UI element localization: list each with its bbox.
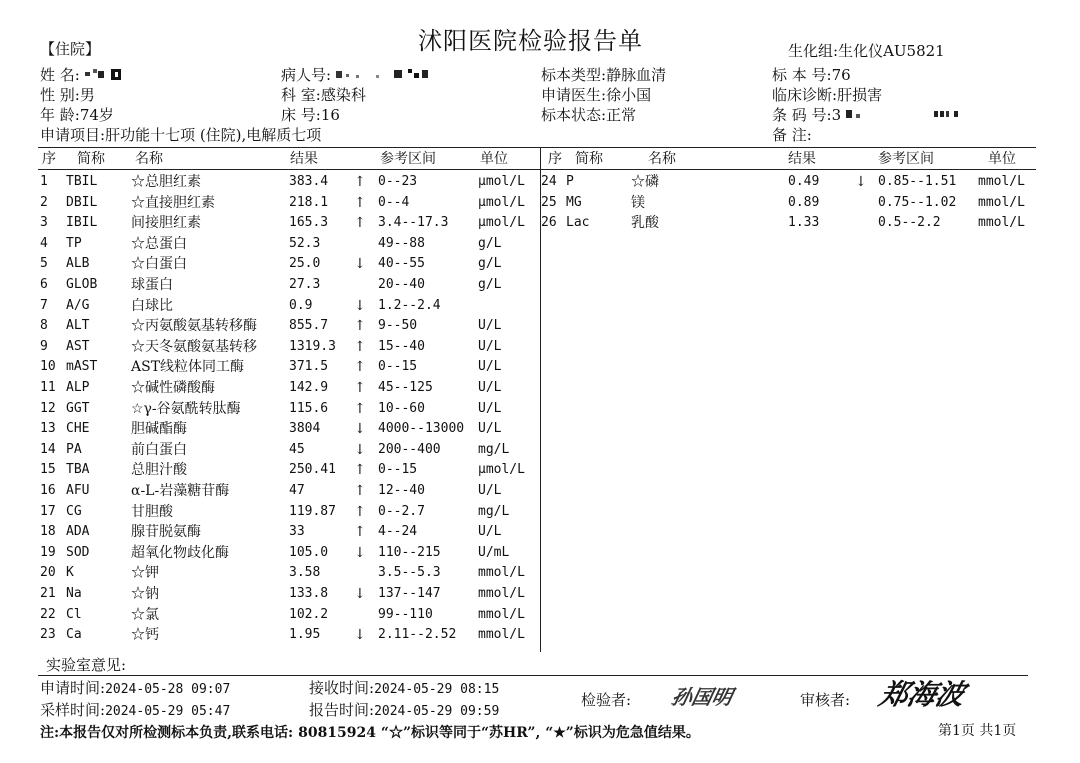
cell-range: 2.11--2.52 bbox=[378, 627, 457, 643]
cell-abbr: A/G bbox=[66, 297, 90, 313]
remark-label: 备 注: bbox=[772, 126, 812, 144]
cell-result: 33 bbox=[289, 524, 305, 540]
cell-result: 1.95 bbox=[289, 627, 321, 643]
cell-abbr: AFU bbox=[66, 483, 90, 498]
cell-range: 20--40 bbox=[378, 277, 425, 292]
cell-unit: mmol/L bbox=[478, 586, 525, 601]
diagnosis-value: 肝损害 bbox=[837, 86, 883, 104]
cell-abbr: mAST bbox=[66, 359, 98, 375]
cell-seq: 20 bbox=[40, 565, 56, 581]
cell-unit: U/L bbox=[478, 400, 502, 416]
cell-flag: ↓ bbox=[354, 441, 366, 458]
cell-seq: 21 bbox=[40, 586, 56, 601]
cell-abbr: GGT bbox=[66, 400, 90, 416]
cell-abbr: CG bbox=[66, 503, 82, 519]
cell-result: 52.3 bbox=[289, 235, 321, 251]
cell-flag: ↓ bbox=[354, 627, 366, 644]
receive-time-value: 2024-05-29 08:15 bbox=[374, 682, 500, 697]
left-col-name: 名称 bbox=[135, 151, 163, 167]
table-row bbox=[0, 419, 1040, 439]
redacted-patient-no-mark bbox=[336, 67, 432, 85]
cell-range: 0--15 bbox=[378, 462, 418, 478]
cell-unit: μmol/L bbox=[478, 462, 525, 478]
cell-result: 3.58 bbox=[289, 565, 321, 581]
patient-sex-value: 男 bbox=[79, 86, 95, 104]
cell-unit: U/L bbox=[478, 380, 502, 395]
patient-sex-label: 性 别: bbox=[40, 86, 80, 104]
cell-unit: μmol/L bbox=[478, 194, 525, 210]
cell-abbr: DBIL bbox=[66, 194, 98, 210]
right-table-header bbox=[0, 149, 1040, 169]
cell-abbr: ALP bbox=[66, 380, 90, 395]
cell-flag: ↓ bbox=[354, 544, 366, 561]
cell-abbr: TBIL bbox=[66, 174, 98, 189]
right-col-abbr: 简称 bbox=[575, 151, 603, 167]
cell-flag: ↑ bbox=[354, 318, 366, 335]
cell-flag: ↑ bbox=[354, 462, 366, 479]
sample-status-label: 标本状态: bbox=[541, 106, 607, 124]
cell-abbr: ADA bbox=[66, 524, 90, 540]
report-time-label: 报告时间: bbox=[309, 701, 375, 719]
collect-time-value: 2024-05-29 05:47 bbox=[105, 704, 231, 719]
cell-seq: 23 bbox=[40, 627, 56, 643]
cell-result: 383.4 bbox=[289, 174, 329, 189]
cell-range: 1.2--2.4 bbox=[378, 297, 441, 313]
collect-time-label: 采样时间: bbox=[40, 701, 106, 719]
cell-name: 腺苷脱氨酶 bbox=[131, 524, 201, 541]
cell-result: 119.87 bbox=[289, 503, 336, 519]
cell-seq: 5 bbox=[40, 256, 48, 272]
cell-unit: mmol/L bbox=[478, 565, 525, 581]
cell-name: ☆钙 bbox=[131, 627, 159, 644]
cell-range: 0--4 bbox=[378, 194, 410, 210]
cell-flag: ↓ bbox=[354, 256, 366, 273]
table-row bbox=[0, 625, 1040, 645]
cell-range: 4--24 bbox=[378, 524, 418, 540]
table-row bbox=[0, 337, 1040, 357]
table-row bbox=[0, 460, 1040, 480]
cell-range: 45--125 bbox=[378, 380, 433, 395]
table-row bbox=[0, 584, 1040, 604]
sample-no-value: 76 bbox=[831, 66, 851, 84]
cell-range: 0.75--1.02 bbox=[878, 194, 957, 210]
cell-range: 4000--13000 bbox=[378, 421, 465, 437]
cell-seq: 24 bbox=[541, 174, 557, 189]
right-col-name: 名称 bbox=[648, 151, 676, 167]
left-col-unit: 单位 bbox=[480, 151, 508, 167]
cell-name: 前白蛋白 bbox=[131, 441, 187, 458]
reviewer-signature: 郑海波 bbox=[876, 678, 969, 711]
report-title: 沭阳医院检验报告单 bbox=[418, 27, 643, 55]
request-items-field bbox=[40, 126, 321, 144]
cell-range: 10--60 bbox=[378, 400, 425, 416]
table-row bbox=[0, 605, 1040, 625]
sample-no-label: 标 本 号: bbox=[772, 66, 832, 84]
cell-seq: 26 bbox=[541, 215, 557, 231]
patient-no-label: 病人号: bbox=[281, 66, 332, 84]
table-row bbox=[0, 399, 1040, 419]
cell-unit: U/L bbox=[478, 338, 502, 354]
cell-range: 40--55 bbox=[378, 256, 425, 272]
cell-result: 133.8 bbox=[289, 586, 329, 601]
sample-type-label: 标本类型: bbox=[541, 66, 607, 84]
cell-name: ☆钠 bbox=[131, 586, 159, 602]
dept-field bbox=[281, 86, 366, 104]
diagnosis-label: 临床诊断: bbox=[772, 86, 838, 104]
cell-unit: U/L bbox=[478, 483, 502, 498]
table-row bbox=[0, 172, 1040, 192]
reviewer-label: 审核者: bbox=[800, 691, 851, 709]
receive-time-label: 接收时间: bbox=[309, 679, 375, 697]
table-row bbox=[0, 522, 1040, 542]
inpatient-tag: 【住院】 bbox=[40, 40, 101, 58]
cell-name: ☆总蛋白 bbox=[131, 235, 187, 252]
cell-abbr: Ca bbox=[66, 627, 82, 643]
cell-unit: μmol/L bbox=[478, 174, 525, 189]
sample-type-value: 静脉血清 bbox=[606, 66, 667, 84]
cell-flag: ↑ bbox=[354, 380, 366, 396]
cell-range: 3.4--17.3 bbox=[378, 215, 449, 231]
cell-result: 102.2 bbox=[289, 606, 329, 622]
cell-unit: U/L bbox=[478, 359, 502, 375]
cell-name: 超氧化物歧化酶 bbox=[131, 544, 229, 561]
bed-value: 16 bbox=[320, 106, 340, 124]
cell-name: 甘胆酸 bbox=[131, 503, 173, 520]
cell-range: 0--2.7 bbox=[378, 503, 425, 519]
cell-range: 9--50 bbox=[378, 318, 418, 334]
cell-unit: mg/L bbox=[478, 441, 510, 457]
cell-seq: 2 bbox=[40, 194, 48, 210]
cell-result: 165.3 bbox=[289, 215, 329, 231]
lab-group-value: 生化仪AU5821 bbox=[838, 42, 945, 60]
cell-unit: U/L bbox=[478, 421, 502, 437]
cell-unit: mg/L bbox=[478, 503, 510, 519]
table-row bbox=[0, 193, 1040, 213]
cell-range: 49--88 bbox=[378, 235, 425, 251]
redacted-barcode-mark bbox=[846, 107, 966, 125]
cell-abbr: TP bbox=[66, 235, 82, 251]
cell-abbr: IBIL bbox=[66, 215, 98, 231]
cell-seq: 6 bbox=[40, 277, 48, 292]
table-top-rule bbox=[38, 147, 1036, 148]
cell-result: 371.5 bbox=[289, 359, 329, 375]
cell-seq: 14 bbox=[40, 441, 56, 457]
report-note: 注:本报告仅对所检测标本负责,联系电话: 80815924 “☆”标识等同于“苏HR”, “★”标识为危急值结果。 bbox=[40, 725, 700, 741]
doctor-value: 徐小国 bbox=[606, 86, 652, 104]
cell-unit: mmol/L bbox=[478, 627, 525, 643]
cell-result: 218.1 bbox=[289, 194, 329, 210]
cell-result: 250.41 bbox=[289, 462, 336, 478]
cell-unit: mmol/L bbox=[478, 606, 525, 622]
cell-unit: g/L bbox=[478, 277, 502, 292]
cell-seq: 7 bbox=[40, 297, 48, 313]
cell-abbr: P bbox=[566, 174, 574, 189]
cell-flag: ↑ bbox=[354, 338, 366, 355]
cell-seq: 10 bbox=[40, 359, 56, 375]
cell-name: ☆白蛋白 bbox=[131, 256, 187, 273]
left-col-result: 结果 bbox=[290, 151, 318, 167]
cell-flag: ↓ bbox=[354, 421, 366, 438]
table-row bbox=[0, 563, 1040, 583]
table-row bbox=[0, 543, 1040, 563]
cell-abbr: Lac bbox=[566, 215, 590, 231]
request-items-label: 申请项目: bbox=[40, 126, 106, 144]
cell-result: 0.9 bbox=[289, 297, 313, 313]
right-col-seq: 序 bbox=[548, 151, 562, 167]
cell-result: 0.49 bbox=[788, 174, 820, 189]
footer-top-rule bbox=[38, 675, 1028, 676]
cell-seq: 4 bbox=[40, 235, 48, 251]
cell-name: ☆丙氨酸氨基转移酶 bbox=[131, 318, 257, 335]
barcode-label: 条 码 号: bbox=[772, 106, 832, 124]
cell-flag: ↑ bbox=[354, 194, 366, 211]
cell-abbr: MG bbox=[566, 194, 582, 210]
request-items-value: 肝功能十七项 (住院),电解质七项 bbox=[105, 126, 322, 144]
cell-unit: g/L bbox=[478, 235, 502, 251]
cell-abbr: Na bbox=[66, 586, 82, 601]
table-row bbox=[0, 502, 1040, 522]
patient-sex-field bbox=[40, 86, 95, 104]
right-col-unit: 单位 bbox=[988, 151, 1016, 167]
table-row bbox=[0, 234, 1040, 254]
cell-flag: ↑ bbox=[354, 503, 366, 520]
cell-range: 110--215 bbox=[378, 544, 441, 560]
cell-seq: 25 bbox=[541, 194, 557, 210]
cell-unit: mmol/L bbox=[978, 174, 1025, 189]
table-header-rule bbox=[38, 169, 1036, 170]
cell-name: ☆钾 bbox=[131, 565, 159, 582]
cell-unit: mmol/L bbox=[978, 194, 1025, 210]
cell-flag: ↑ bbox=[354, 483, 366, 499]
cell-abbr: CHE bbox=[66, 421, 90, 437]
inspector-signature: 孙国明 bbox=[669, 685, 735, 709]
barcode-field bbox=[772, 106, 966, 125]
cell-seq: 17 bbox=[40, 503, 56, 519]
dept-label: 科 室: bbox=[281, 86, 321, 104]
cell-unit: mmol/L bbox=[978, 215, 1025, 231]
cell-result: 105.0 bbox=[289, 544, 329, 560]
lab-group bbox=[788, 42, 945, 60]
cell-abbr: SOD bbox=[66, 544, 90, 560]
patient-age-field bbox=[40, 106, 114, 124]
cell-name: 乳酸 bbox=[631, 215, 659, 232]
bed-field bbox=[281, 106, 340, 124]
table-row bbox=[0, 213, 1040, 233]
table-row bbox=[0, 296, 1040, 316]
cell-seq: 3 bbox=[40, 215, 48, 231]
page-indicator: 第1页 共1页 bbox=[938, 723, 1017, 739]
cell-result: 1.33 bbox=[788, 215, 820, 231]
cell-name: ☆碱性磷酸酶 bbox=[131, 380, 215, 396]
report-time-field bbox=[309, 701, 499, 721]
cell-range: 0--15 bbox=[378, 359, 418, 375]
table-row bbox=[0, 440, 1040, 460]
sample-no-field bbox=[772, 66, 851, 84]
table-row bbox=[0, 275, 1040, 295]
cell-seq: 11 bbox=[40, 380, 56, 395]
cell-flag: ↑ bbox=[354, 174, 366, 190]
cell-unit: μmol/L bbox=[478, 215, 525, 231]
doctor-field bbox=[541, 86, 651, 104]
cell-seq: 15 bbox=[40, 462, 56, 478]
cell-seq: 16 bbox=[40, 483, 56, 498]
patient-age-value: 74岁 bbox=[79, 106, 114, 124]
cell-flag: ↓ bbox=[354, 297, 366, 314]
cell-seq: 9 bbox=[40, 338, 48, 354]
cell-flag: ↑ bbox=[354, 359, 366, 376]
cell-flag: ↑ bbox=[354, 524, 366, 541]
cell-seq: 1 bbox=[40, 174, 48, 189]
cell-name: ☆磷 bbox=[631, 174, 659, 190]
barcode-value: 3 bbox=[831, 106, 842, 124]
report-time-value: 2024-05-29 09:59 bbox=[374, 704, 500, 719]
diagnosis-field bbox=[772, 86, 882, 104]
table-row bbox=[0, 254, 1040, 274]
cell-seq: 13 bbox=[40, 421, 56, 437]
cell-abbr: AST bbox=[66, 338, 90, 354]
left-col-abbr: 简称 bbox=[77, 151, 105, 167]
table-row bbox=[0, 357, 1040, 377]
sample-status-field bbox=[541, 106, 636, 124]
cell-result: 1319.3 bbox=[289, 338, 336, 354]
cell-result: 3804 bbox=[289, 421, 321, 437]
cell-range: 99--110 bbox=[378, 606, 433, 622]
cell-unit: g/L bbox=[478, 256, 502, 272]
bed-label: 床 号: bbox=[281, 106, 321, 124]
cell-range: 0.85--1.51 bbox=[878, 174, 957, 189]
inspector-label: 检验者: bbox=[581, 691, 632, 709]
cell-result: 45 bbox=[289, 441, 305, 457]
table-row bbox=[0, 481, 1040, 501]
cell-unit: U/L bbox=[478, 524, 502, 540]
cell-abbr: K bbox=[66, 565, 74, 581]
cell-name: 镁 bbox=[631, 194, 645, 211]
cell-flag: ↓ bbox=[354, 586, 366, 602]
cell-name: ☆总胆红素 bbox=[131, 174, 201, 190]
cell-range: 200--400 bbox=[378, 441, 441, 457]
cell-abbr: ALB bbox=[66, 256, 90, 272]
cell-seq: 18 bbox=[40, 524, 56, 540]
cell-flag: ↑ bbox=[354, 215, 366, 232]
sample-type-field bbox=[541, 66, 666, 84]
cell-name: 总胆汁酸 bbox=[131, 462, 187, 479]
cell-name: ☆直接胆红素 bbox=[131, 194, 215, 211]
right-col-range: 参考区间 bbox=[878, 151, 934, 167]
cell-range: 137--147 bbox=[378, 586, 441, 601]
cell-abbr: Cl bbox=[66, 606, 82, 622]
cell-seq: 22 bbox=[40, 606, 56, 622]
cell-result: 25.0 bbox=[289, 256, 321, 272]
patient-age-label: 年 龄: bbox=[40, 106, 80, 124]
dept-value: 感染科 bbox=[320, 86, 366, 104]
right-col-result: 结果 bbox=[788, 151, 816, 167]
remark-field bbox=[772, 126, 812, 144]
redacted-name-mark bbox=[85, 67, 129, 85]
cell-range: 15--40 bbox=[378, 338, 425, 354]
table-row bbox=[0, 316, 1040, 336]
patient-no-field bbox=[281, 66, 432, 85]
patient-name-label: 姓 名: bbox=[40, 66, 80, 84]
cell-name: α-L-岩藻糖苷酶 bbox=[131, 483, 230, 499]
patient-name-field bbox=[40, 66, 129, 85]
cell-flag: ↑ bbox=[354, 400, 366, 417]
cell-name: 间接胆红素 bbox=[131, 215, 201, 232]
cell-name: ☆氯 bbox=[131, 606, 159, 623]
cell-result: 27.3 bbox=[289, 277, 321, 292]
cell-flag: ↓ bbox=[855, 174, 867, 190]
collect-time-field bbox=[40, 701, 230, 721]
cell-range: 0.5--2.2 bbox=[878, 215, 941, 231]
cell-name: AST线粒体同工酶 bbox=[131, 359, 245, 376]
cell-result: 142.9 bbox=[289, 380, 329, 395]
lab-group-label: 生化组: bbox=[788, 42, 839, 60]
table-row bbox=[0, 378, 1040, 398]
cell-name: 胆碱酯酶 bbox=[131, 421, 187, 438]
request-time-field bbox=[40, 679, 230, 699]
request-time-label: 申请时间: bbox=[40, 679, 106, 697]
cell-unit: U/mL bbox=[478, 544, 510, 560]
lab-opinion-label: 实验室意见: bbox=[46, 656, 127, 674]
cell-name: 球蛋白 bbox=[131, 277, 173, 293]
cell-name: 白球比 bbox=[131, 297, 173, 314]
doctor-label: 申请医生: bbox=[541, 86, 607, 104]
request-time-value: 2024-05-28 09:07 bbox=[105, 682, 231, 697]
cell-abbr: TBA bbox=[66, 462, 90, 478]
cell-result: 47 bbox=[289, 483, 305, 498]
cell-range: 0--23 bbox=[378, 174, 418, 189]
cell-result: 0.89 bbox=[788, 194, 820, 210]
left-col-seq: 序 bbox=[42, 151, 56, 167]
left-col-range: 参考区间 bbox=[380, 151, 436, 167]
cell-range: 3.5--5.3 bbox=[378, 565, 441, 581]
cell-name: ☆γ-谷氨酰转肽酶 bbox=[131, 400, 241, 417]
cell-result: 115.6 bbox=[289, 400, 329, 416]
receive-time-field bbox=[309, 679, 499, 699]
cell-unit: U/L bbox=[478, 318, 502, 334]
cell-seq: 8 bbox=[40, 318, 48, 334]
cell-abbr: GLOB bbox=[66, 277, 98, 292]
cell-seq: 19 bbox=[40, 544, 56, 560]
cell-seq: 12 bbox=[40, 400, 56, 416]
sample-status-value: 正常 bbox=[606, 106, 637, 124]
cell-abbr: PA bbox=[66, 441, 82, 457]
cell-name: ☆天冬氨酸氨基转移 bbox=[131, 338, 257, 355]
cell-result: 855.7 bbox=[289, 318, 329, 334]
cell-range: 12--40 bbox=[378, 483, 425, 498]
cell-abbr: ALT bbox=[66, 318, 90, 334]
